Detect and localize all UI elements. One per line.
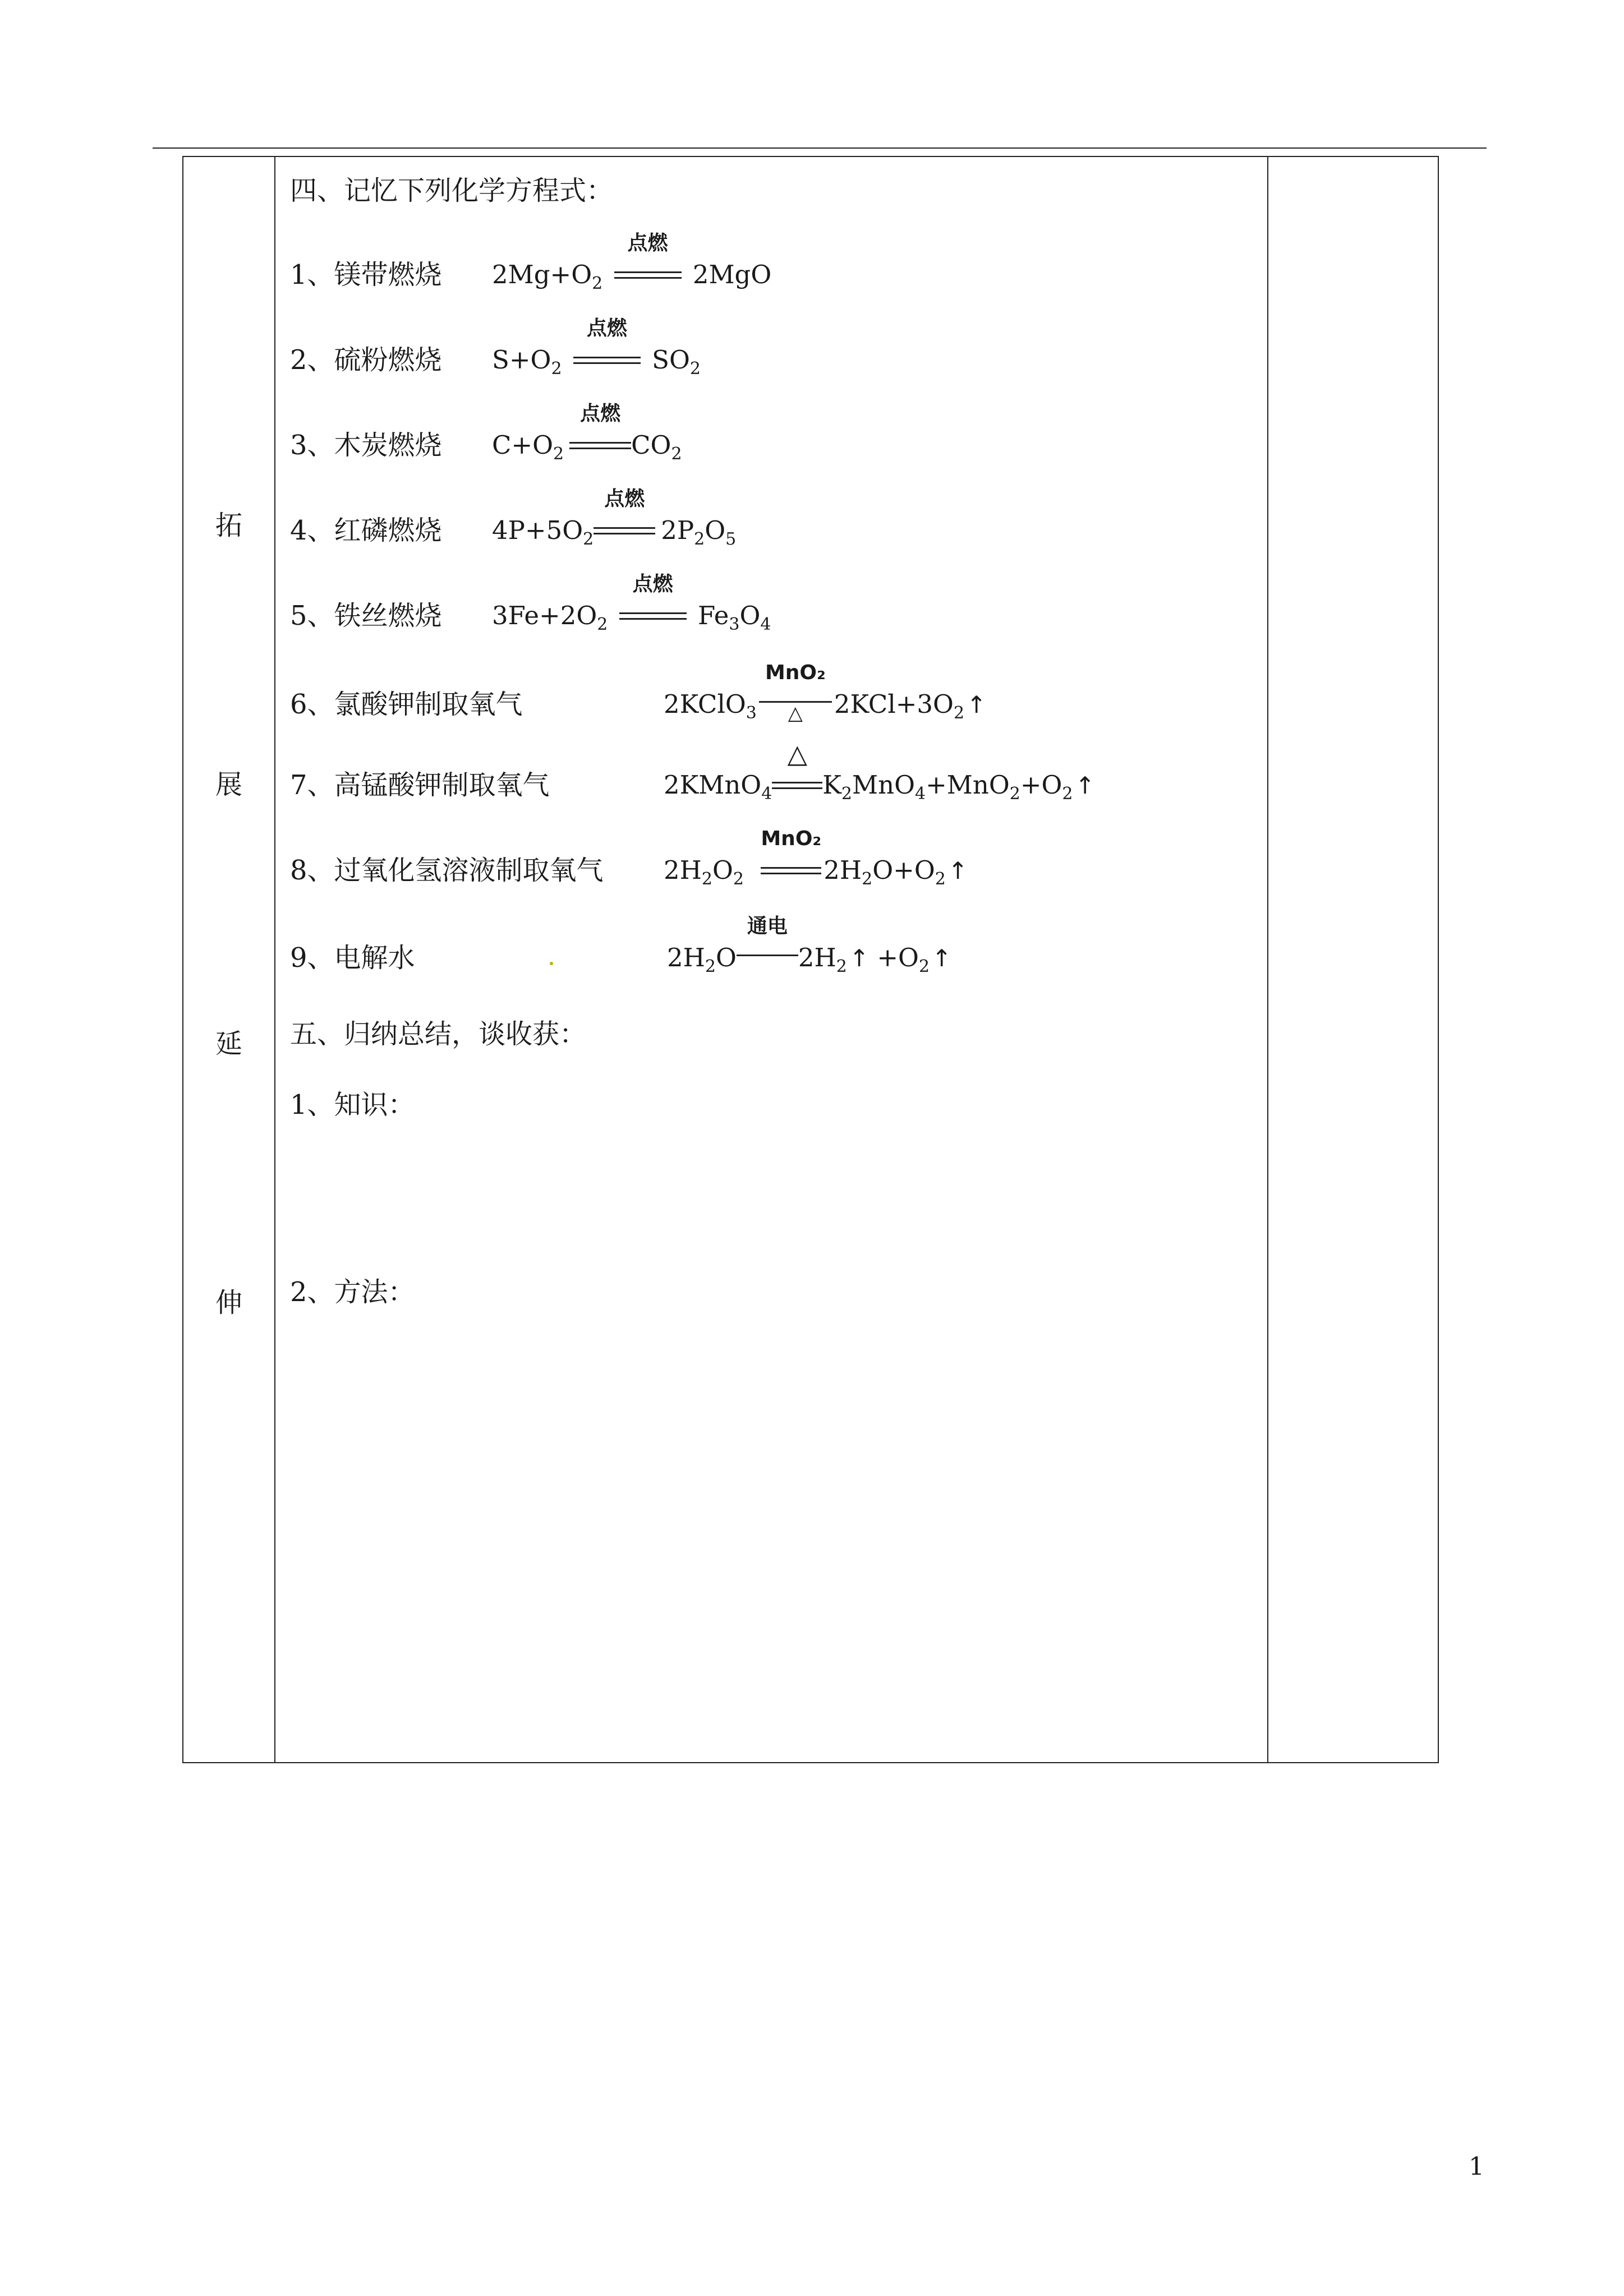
subscript: 2 (671, 444, 682, 464)
subscript: 2 (553, 444, 564, 464)
reaction-condition (761, 827, 822, 896)
subscript: 2 (841, 784, 853, 804)
equation-row (290, 402, 1244, 464)
equation-rhs: 2P (661, 515, 694, 545)
subscript: 3 (729, 615, 740, 634)
equation: $3Fe+2O_2$ 点燃 $Fe_3O_4$ (492, 599, 771, 633)
equation-number: 3、 (290, 430, 334, 461)
section4-title: 四、记忆下列化学方程式： (290, 175, 614, 206)
condition-text: 点燃 (580, 402, 621, 425)
reaction-condition (619, 573, 687, 641)
subscript: 2 (689, 359, 701, 379)
equation-label: 镁带燃烧 (334, 259, 442, 291)
equation (492, 232, 772, 293)
condition-text: 点燃 (604, 487, 645, 510)
subscript: 4 (761, 784, 772, 804)
subscript: 2 (583, 529, 594, 549)
equation-number: 7、 (290, 769, 334, 801)
equation-number: 5、 (290, 600, 334, 631)
equation-row (290, 915, 1244, 976)
gas-arrow-icon: ↑ (967, 691, 987, 718)
header-rule (153, 147, 1487, 149)
equation-lhs: 3Fe+2O (492, 601, 597, 630)
equation-lhs: 2Mg+O (492, 260, 592, 289)
subscript: 5 (725, 529, 737, 549)
equation-lhs: 2H (667, 943, 705, 972)
reaction-condition (737, 915, 798, 983)
equation-row (290, 487, 1244, 549)
worksheet-table (182, 156, 1439, 1763)
equation-label: 木炭燃烧 (334, 430, 442, 461)
equation-lhs: 4P+5O (492, 515, 583, 545)
table-column-divider (1267, 157, 1268, 1762)
condition-text: 点燃 (632, 573, 673, 596)
subscript: 4 (914, 784, 926, 804)
equation-rhs: K (822, 770, 841, 800)
equation-number: 8、 (290, 855, 334, 886)
condition-text: △ (788, 702, 803, 725)
equation-label: 氯酸钾制取氧气 (334, 689, 523, 720)
equation-rhs: Fe (697, 601, 729, 630)
equation-number: 6、 (290, 689, 334, 720)
equation-label: 红磷燃烧 (334, 515, 442, 546)
equation: $2H_2O$ 通电 $2H_2↑$ $+O_2↑$ (667, 941, 951, 975)
condition-text: 通电 (747, 915, 788, 938)
equation-number: 4、 (290, 515, 334, 546)
equation-row (290, 661, 1244, 725)
equation (664, 661, 987, 725)
equation: $2H_2O_2$ MnO₂ $2H_2O+O_2↑$ (664, 854, 968, 887)
equation-number: 9、 (290, 942, 334, 974)
equation (492, 402, 682, 464)
subscript: 2 (694, 529, 705, 549)
condition-text: MnO₂ (761, 827, 822, 850)
subscript: 3 (746, 703, 757, 723)
gas-arrow-icon: ↑ (947, 857, 968, 884)
reaction-condition (569, 402, 631, 471)
subscript: 2 (551, 359, 562, 379)
equation-rhs: SO (652, 345, 690, 375)
side-label-char: 伸 (215, 1287, 242, 1318)
gas-arrow-icon: ↑ (849, 944, 869, 972)
condition-text: 点燃 (627, 232, 668, 255)
subscript: 2 (705, 957, 716, 976)
equation-row (290, 739, 1244, 804)
equation-lhs: C+O (492, 430, 554, 460)
equation: $4P+5O_2$ 点燃 $2P_2O_5$ (492, 514, 736, 547)
equation-label: 高锰酸钾制取氧气 (334, 769, 550, 801)
subscript: 2 (1009, 784, 1020, 804)
equation-label: 铁丝燃烧 (334, 600, 442, 631)
equation-label: 过氧化氢溶液制取氧气 (334, 855, 604, 886)
equation-label: 硫粉燃烧 (334, 344, 442, 376)
equation-rhs: 2MgO (692, 260, 772, 289)
side-label-char: 展 (215, 769, 242, 800)
knowledge-label: 1、知识： (290, 1089, 415, 1121)
equation (492, 317, 701, 379)
stray-dot (550, 962, 553, 965)
reaction-condition (594, 487, 655, 556)
equation-rhs: CO (631, 430, 671, 460)
equation-rhs: 2H (823, 855, 862, 885)
condition-text: 点燃 (586, 317, 627, 340)
page-number: 1 (1469, 2152, 1484, 2181)
reaction-condition (759, 661, 832, 730)
equation-row (290, 827, 1244, 889)
equation-lhs: S+O (492, 345, 551, 375)
equation-lhs: 2H (664, 855, 702, 885)
equation-lhs: 2KMnO (664, 770, 762, 800)
equation-lhs: 2KClO (664, 689, 746, 719)
subscript: 2 (918, 957, 930, 976)
subscript: 2 (836, 957, 847, 976)
equation-rhs: 2H (798, 943, 836, 972)
equation-rhs: 2KCl+3O (834, 689, 954, 719)
reaction-condition (573, 317, 641, 385)
gas-arrow-icon: ↑ (932, 944, 952, 972)
reaction-condition (772, 739, 822, 810)
equation-label: 电解水 (334, 942, 415, 974)
section5-title: 五、归纳总结，谈收获： (290, 1018, 587, 1050)
subscript: 2 (597, 615, 608, 634)
subscript: 2 (733, 869, 744, 889)
reaction-condition (614, 232, 682, 300)
subscript: 2 (953, 703, 965, 723)
equation-row (290, 573, 1244, 634)
equation-row (290, 317, 1244, 379)
equation-row (290, 232, 1244, 293)
table-column-divider (274, 157, 275, 1762)
equation-number: 1、 (290, 259, 334, 291)
method-label: 2、方法： (290, 1276, 415, 1308)
condition-text: MnO₂ (765, 661, 826, 684)
equation: 2KMnO$_4$ △ $K_2MnO_4+MnO_2+O_2↑$ (664, 768, 1095, 802)
subscript: 2 (592, 274, 603, 293)
equation-number: 2、 (290, 344, 334, 376)
gas-arrow-icon: ↑ (1075, 772, 1095, 799)
subscript: 2 (935, 869, 946, 889)
subscript: 2 (701, 869, 712, 889)
side-label-char: 延 (215, 1028, 242, 1059)
subscript: 2 (1062, 784, 1073, 804)
condition-text: △ (787, 739, 807, 769)
side-label-char: 拓 (215, 510, 242, 541)
subscript: 2 (862, 869, 873, 889)
subscript: 4 (760, 615, 771, 634)
